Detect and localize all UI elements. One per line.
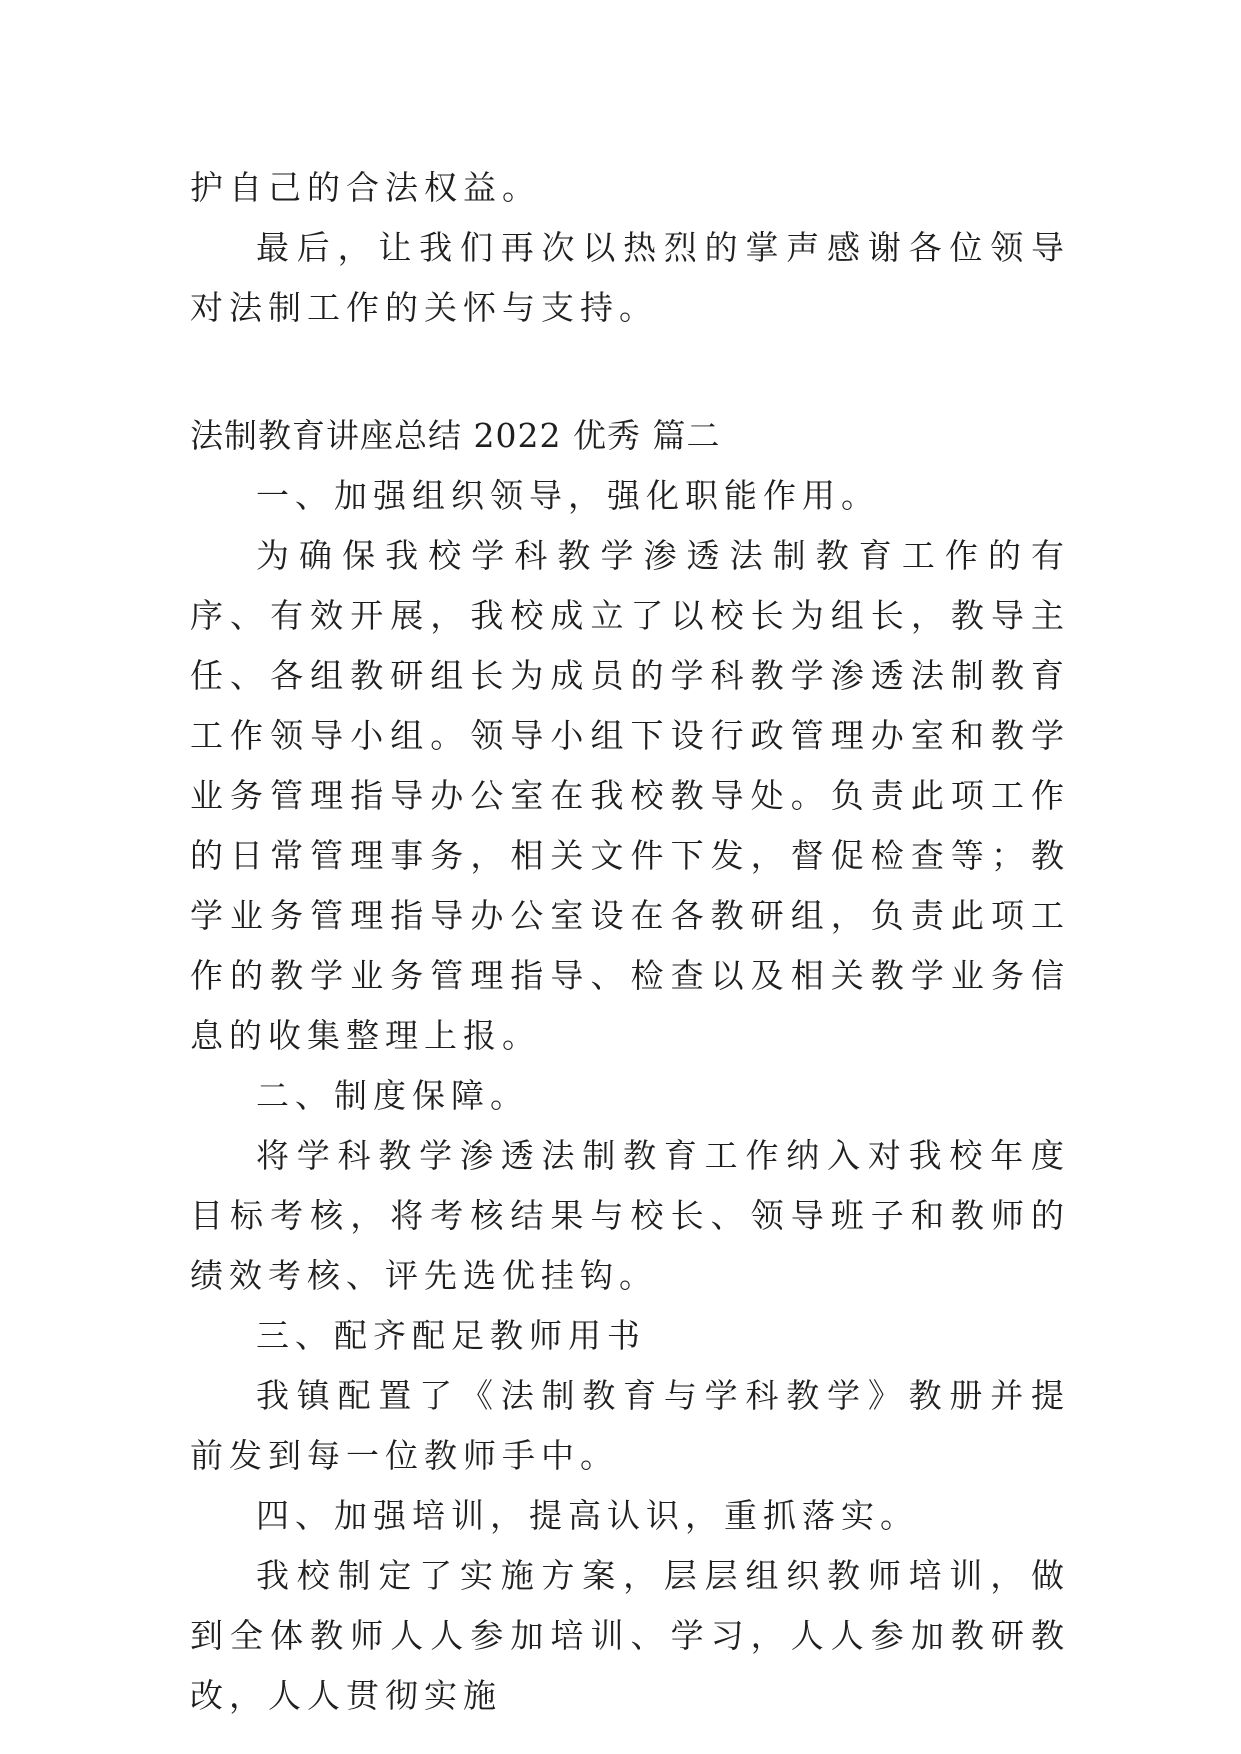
paragraph-organization: 为确保我校学科教学渗透法制教育工作的有序、有效开展，我校成立了以校长为组长，教导主任、各组教研组长为成员的学科教学渗透法制教育工作领导小组。领导小组下设行政管理办室和教学业务管理指导办公室在我校教导处。负责此项工作的日常管理事务，相关文件下发，督促检查等；教学业务管理指导办公室设在各教研组，负责此项工作的教学业务管理指导、检查以及相关教学业务信息的收集整理上报。	[190, 536, 1070, 1055]
continuation-paragraph: 护自己的合法权益。	[190, 168, 541, 207]
paragraph-books: 我镇配置了《法制教育与学科教学》教册并提前发到每一位教师手中。	[190, 1376, 1070, 1475]
closing-paragraph: 最后，让我们再次以热烈的掌声感谢各位领导对法制工作的关怀与支持。	[190, 228, 1070, 327]
heading-books: 三、配齐配足教师用书	[256, 1316, 646, 1355]
section-title: 法制教育讲座总结 2022 优秀 篇二	[190, 416, 721, 455]
heading-organization: 一、加强组织领导，强化职能作用。	[256, 476, 880, 515]
paragraph-system: 将学科教学渗透法制教育工作纳入对我校年度目标考核，将考核结果与校长、领导班子和教师的绩效考核、评先选优挂钩。	[190, 1136, 1070, 1295]
heading-system: 二、制度保障。	[256, 1076, 529, 1115]
document-body	[190, 158, 1070, 1726]
heading-training: 四、加强培训，提高认识，重抓落实。	[256, 1496, 919, 1535]
paragraph-training: 我校制定了实施方案，层层组织教师培训，做到全体教师人人参加培训、学习，人人参加教研教改，人人贯彻实施	[190, 1556, 1070, 1715]
